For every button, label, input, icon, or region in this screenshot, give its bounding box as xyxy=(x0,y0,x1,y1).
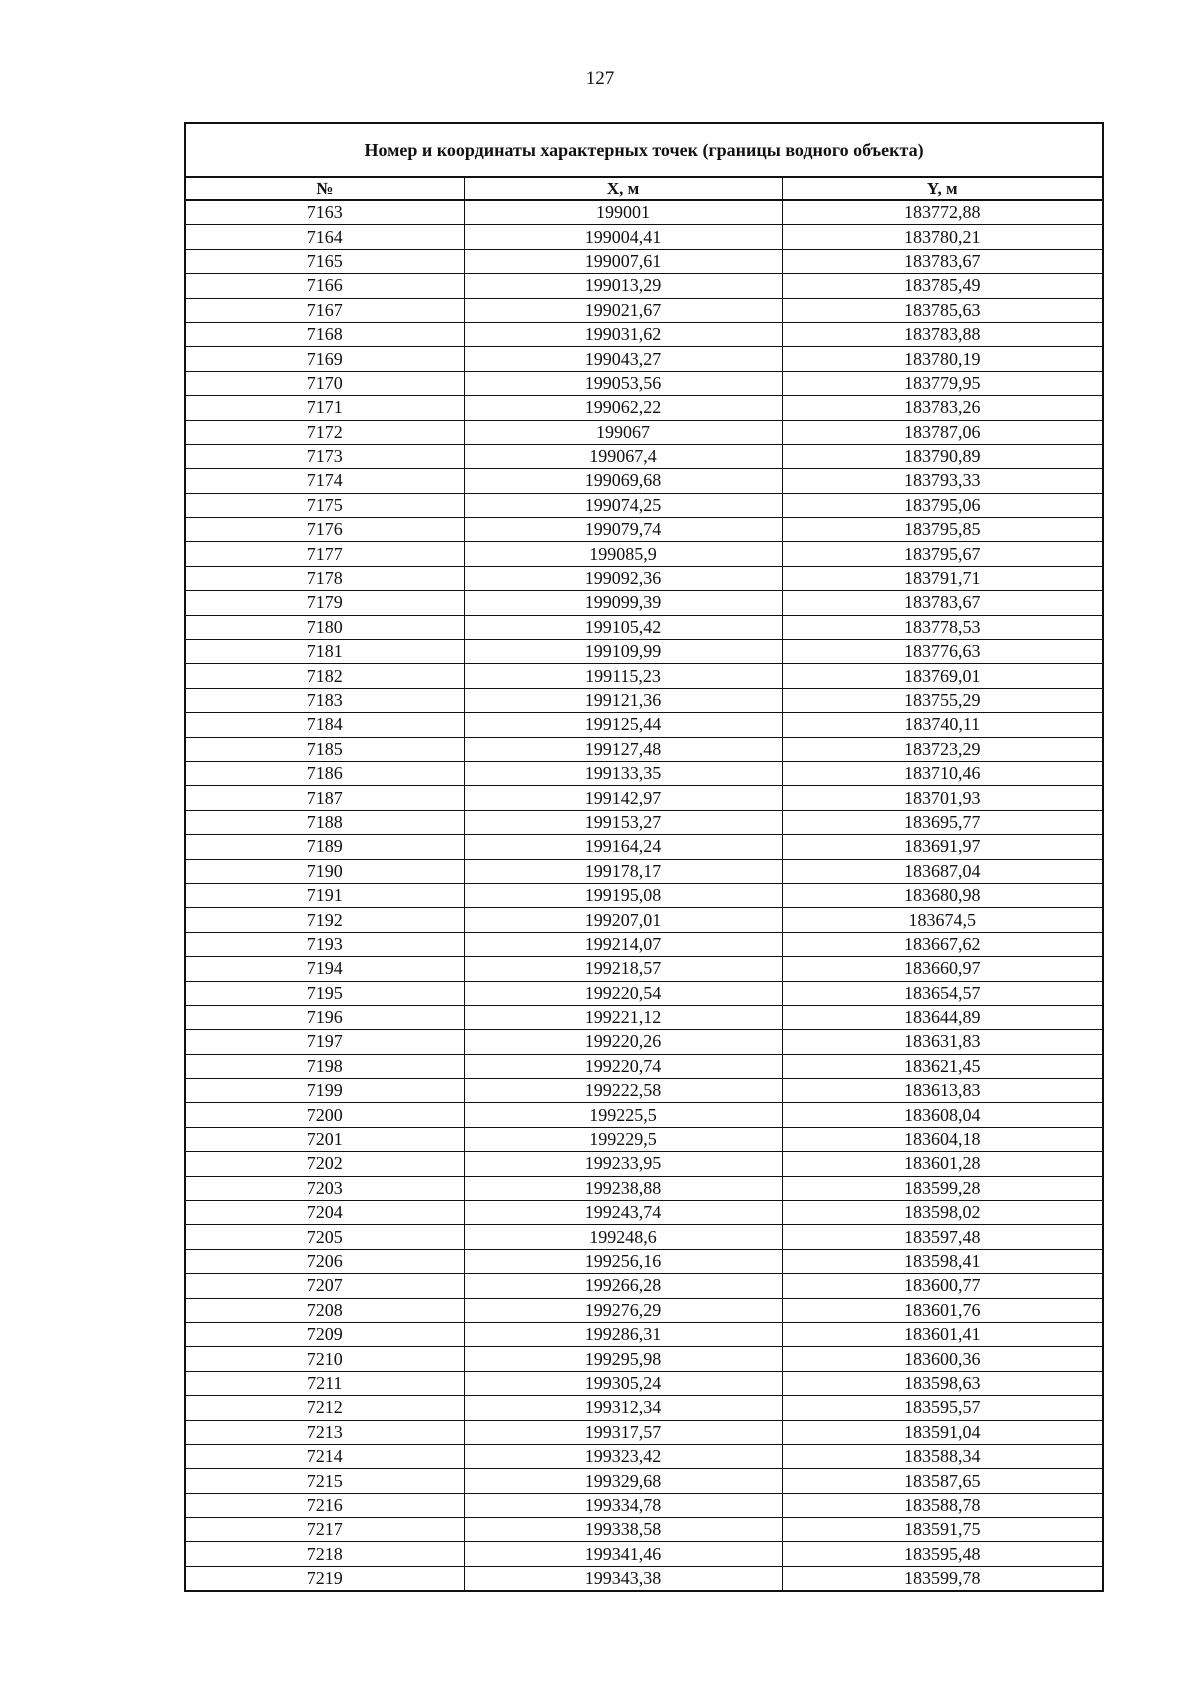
table-row xyxy=(186,664,1102,688)
point-number-cell: 7181 xyxy=(186,640,464,664)
table-row xyxy=(186,298,1102,322)
point-number-cell: 7215 xyxy=(186,1469,464,1493)
y-coordinate-cell: 183795,85 xyxy=(782,518,1102,542)
x-coordinate-cell: 199092,36 xyxy=(464,566,782,590)
y-coordinate-cell: 183780,19 xyxy=(782,347,1102,371)
y-coordinate-cell: 183769,01 xyxy=(782,664,1102,688)
table-row xyxy=(186,640,1102,664)
table-row xyxy=(186,1444,1102,1468)
x-coordinate-cell: 199069,68 xyxy=(464,469,782,493)
y-coordinate-cell: 183795,06 xyxy=(782,493,1102,517)
x-coordinate-cell: 199067,4 xyxy=(464,444,782,468)
point-number-cell: 7218 xyxy=(186,1542,464,1566)
table-row xyxy=(186,761,1102,785)
point-number-cell: 7173 xyxy=(186,444,464,468)
y-coordinate-cell: 183772,88 xyxy=(782,200,1102,225)
y-coordinate-cell: 183785,63 xyxy=(782,298,1102,322)
point-number-cell: 7167 xyxy=(186,298,464,322)
y-coordinate-cell: 183778,53 xyxy=(782,615,1102,639)
coordinates-grid xyxy=(186,178,1102,1590)
x-coordinate-cell: 199243,74 xyxy=(464,1201,782,1225)
point-number-cell: 7211 xyxy=(186,1371,464,1395)
table-row xyxy=(186,542,1102,566)
table-row xyxy=(186,932,1102,956)
table-row xyxy=(186,1054,1102,1078)
y-coordinate-cell: 183597,48 xyxy=(782,1225,1102,1249)
table-row xyxy=(186,1201,1102,1225)
table-row xyxy=(186,1127,1102,1151)
x-coordinate-cell: 199233,95 xyxy=(464,1152,782,1176)
table-row xyxy=(186,981,1102,1005)
x-coordinate-cell: 199127,48 xyxy=(464,737,782,761)
point-number-cell: 7187 xyxy=(186,786,464,810)
y-coordinate-cell: 183591,75 xyxy=(782,1518,1102,1542)
y-coordinate-cell: 183793,33 xyxy=(782,469,1102,493)
point-number-cell: 7188 xyxy=(186,810,464,834)
x-coordinate-cell: 199142,97 xyxy=(464,786,782,810)
table-row xyxy=(186,274,1102,298)
y-coordinate-cell: 183601,41 xyxy=(782,1322,1102,1346)
point-number-cell: 7194 xyxy=(186,957,464,981)
y-coordinate-cell: 183674,5 xyxy=(782,908,1102,932)
table-row xyxy=(186,1152,1102,1176)
point-number-cell: 7184 xyxy=(186,713,464,737)
point-number-cell: 7193 xyxy=(186,932,464,956)
point-number-cell: 7191 xyxy=(186,883,464,907)
y-coordinate-cell: 183710,46 xyxy=(782,761,1102,785)
x-coordinate-cell: 199121,36 xyxy=(464,688,782,712)
y-coordinate-cell: 183695,77 xyxy=(782,810,1102,834)
point-number-cell: 7165 xyxy=(186,249,464,273)
y-coordinate-cell: 183783,67 xyxy=(782,249,1102,273)
x-coordinate-cell: 199099,39 xyxy=(464,591,782,615)
x-coordinate-cell: 199105,42 xyxy=(464,615,782,639)
x-coordinate-cell: 199221,12 xyxy=(464,1005,782,1029)
y-coordinate-cell: 183667,62 xyxy=(782,932,1102,956)
y-coordinate-cell: 183755,29 xyxy=(782,688,1102,712)
y-coordinate-cell: 183783,88 xyxy=(782,322,1102,346)
x-coordinate-cell: 199341,46 xyxy=(464,1542,782,1566)
point-number-cell: 7189 xyxy=(186,835,464,859)
point-number-cell: 7197 xyxy=(186,1030,464,1054)
table-row xyxy=(186,883,1102,907)
y-coordinate-cell: 183587,65 xyxy=(782,1469,1102,1493)
table-row xyxy=(186,737,1102,761)
point-number-cell: 7207 xyxy=(186,1274,464,1298)
x-coordinate-cell: 199329,68 xyxy=(464,1469,782,1493)
x-coordinate-cell: 199007,61 xyxy=(464,249,782,273)
point-number-cell: 7192 xyxy=(186,908,464,932)
x-coordinate-cell: 199013,29 xyxy=(464,274,782,298)
y-coordinate-cell: 183600,36 xyxy=(782,1347,1102,1371)
point-number-cell: 7177 xyxy=(186,542,464,566)
page-number: 127 xyxy=(585,68,615,89)
x-coordinate-cell: 199021,67 xyxy=(464,298,782,322)
x-coordinate-cell: 199220,74 xyxy=(464,1054,782,1078)
table-row xyxy=(186,1030,1102,1054)
x-coordinate-cell: 199085,9 xyxy=(464,542,782,566)
point-number-cell: 7180 xyxy=(186,615,464,639)
point-number-cell: 7175 xyxy=(186,493,464,517)
table-row xyxy=(186,688,1102,712)
y-coordinate-cell: 183701,93 xyxy=(782,786,1102,810)
point-number-cell: 7163 xyxy=(186,200,464,225)
point-number-cell: 7212 xyxy=(186,1396,464,1420)
x-coordinate-cell: 199178,17 xyxy=(464,859,782,883)
y-coordinate-cell: 183608,04 xyxy=(782,1103,1102,1127)
table-row xyxy=(186,1225,1102,1249)
point-number-cell: 7209 xyxy=(186,1322,464,1346)
x-coordinate-cell: 199218,57 xyxy=(464,957,782,981)
y-coordinate-cell: 183599,28 xyxy=(782,1176,1102,1200)
table-row xyxy=(186,347,1102,371)
table-row xyxy=(186,786,1102,810)
y-coordinate-cell: 183680,98 xyxy=(782,883,1102,907)
y-coordinate-cell: 183588,34 xyxy=(782,1444,1102,1468)
y-coordinate-cell: 183780,21 xyxy=(782,225,1102,249)
header-y: Y, м xyxy=(782,178,1102,200)
table-row xyxy=(186,1298,1102,1322)
x-coordinate-cell: 199286,31 xyxy=(464,1322,782,1346)
point-number-cell: 7205 xyxy=(186,1225,464,1249)
table-row xyxy=(186,396,1102,420)
y-coordinate-cell: 183598,41 xyxy=(782,1249,1102,1273)
table-row xyxy=(186,810,1102,834)
table-row xyxy=(186,1371,1102,1395)
header-x: X, м xyxy=(464,178,782,200)
point-number-cell: 7190 xyxy=(186,859,464,883)
point-number-cell: 7213 xyxy=(186,1420,464,1444)
table-row xyxy=(186,249,1102,273)
table-row xyxy=(186,1469,1102,1493)
x-coordinate-cell: 199305,24 xyxy=(464,1371,782,1395)
y-coordinate-cell: 183787,06 xyxy=(782,420,1102,444)
point-number-cell: 7166 xyxy=(186,274,464,298)
x-coordinate-cell: 199031,62 xyxy=(464,322,782,346)
point-number-cell: 7202 xyxy=(186,1152,464,1176)
table-row xyxy=(186,1176,1102,1200)
point-number-cell: 7178 xyxy=(186,566,464,590)
x-coordinate-cell: 199125,44 xyxy=(464,713,782,737)
table-row xyxy=(186,1396,1102,1420)
table-row xyxy=(186,615,1102,639)
y-coordinate-cell: 183598,63 xyxy=(782,1371,1102,1395)
table-row xyxy=(186,1249,1102,1273)
table-row xyxy=(186,1079,1102,1103)
point-number-cell: 7174 xyxy=(186,469,464,493)
point-number-cell: 7201 xyxy=(186,1127,464,1151)
y-coordinate-cell: 183604,18 xyxy=(782,1127,1102,1151)
y-coordinate-cell: 183601,28 xyxy=(782,1152,1102,1176)
table-row xyxy=(186,1322,1102,1346)
point-number-cell: 7198 xyxy=(186,1054,464,1078)
table-title: Номер и координаты характерных точек (границы водного объекта) xyxy=(186,124,1102,178)
table-row xyxy=(186,225,1102,249)
table-row xyxy=(186,1005,1102,1029)
x-coordinate-cell: 199225,5 xyxy=(464,1103,782,1127)
point-number-cell: 7203 xyxy=(186,1176,464,1200)
x-coordinate-cell: 199053,56 xyxy=(464,371,782,395)
point-number-cell: 7219 xyxy=(186,1566,464,1590)
header-number: № xyxy=(186,178,464,200)
x-coordinate-cell: 199214,07 xyxy=(464,932,782,956)
y-coordinate-cell: 183599,78 xyxy=(782,1566,1102,1590)
y-coordinate-cell: 183687,04 xyxy=(782,859,1102,883)
table-row xyxy=(186,518,1102,542)
x-coordinate-cell: 199043,27 xyxy=(464,347,782,371)
x-coordinate-cell: 199312,34 xyxy=(464,1396,782,1420)
x-coordinate-cell: 199323,42 xyxy=(464,1444,782,1468)
x-coordinate-cell: 199276,29 xyxy=(464,1298,782,1322)
table-row xyxy=(186,493,1102,517)
point-number-cell: 7199 xyxy=(186,1079,464,1103)
table-row xyxy=(186,1274,1102,1298)
x-coordinate-cell: 199067 xyxy=(464,420,782,444)
x-coordinate-cell: 199195,08 xyxy=(464,883,782,907)
header-row xyxy=(186,178,1102,200)
x-coordinate-cell: 199220,54 xyxy=(464,981,782,1005)
table-row xyxy=(186,1542,1102,1566)
table-row xyxy=(186,420,1102,444)
y-coordinate-cell: 183783,26 xyxy=(782,396,1102,420)
x-coordinate-cell: 199343,38 xyxy=(464,1566,782,1590)
table-row xyxy=(186,1493,1102,1517)
table-row xyxy=(186,371,1102,395)
x-coordinate-cell: 199062,22 xyxy=(464,396,782,420)
y-coordinate-cell: 183595,48 xyxy=(782,1542,1102,1566)
point-number-cell: 7183 xyxy=(186,688,464,712)
x-coordinate-cell: 199248,6 xyxy=(464,1225,782,1249)
x-coordinate-cell: 199115,23 xyxy=(464,664,782,688)
y-coordinate-cell: 183654,57 xyxy=(782,981,1102,1005)
y-coordinate-cell: 183598,02 xyxy=(782,1201,1102,1225)
y-coordinate-cell: 183783,67 xyxy=(782,591,1102,615)
point-number-cell: 7206 xyxy=(186,1249,464,1273)
y-coordinate-cell: 183776,63 xyxy=(782,640,1102,664)
x-coordinate-cell: 199334,78 xyxy=(464,1493,782,1517)
point-number-cell: 7168 xyxy=(186,322,464,346)
x-coordinate-cell: 199317,57 xyxy=(464,1420,782,1444)
y-coordinate-cell: 183785,49 xyxy=(782,274,1102,298)
x-coordinate-cell: 199133,35 xyxy=(464,761,782,785)
point-number-cell: 7169 xyxy=(186,347,464,371)
y-coordinate-cell: 183595,57 xyxy=(782,1396,1102,1420)
x-coordinate-cell: 199001 xyxy=(464,200,782,225)
x-coordinate-cell: 199238,88 xyxy=(464,1176,782,1200)
x-coordinate-cell: 199229,5 xyxy=(464,1127,782,1151)
point-number-cell: 7176 xyxy=(186,518,464,542)
point-number-cell: 7195 xyxy=(186,981,464,1005)
y-coordinate-cell: 183740,11 xyxy=(782,713,1102,737)
x-coordinate-cell: 199295,98 xyxy=(464,1347,782,1371)
x-coordinate-cell: 199164,24 xyxy=(464,835,782,859)
x-coordinate-cell: 199220,26 xyxy=(464,1030,782,1054)
point-number-cell: 7214 xyxy=(186,1444,464,1468)
y-coordinate-cell: 183601,76 xyxy=(782,1298,1102,1322)
table-row xyxy=(186,591,1102,615)
table-row xyxy=(186,566,1102,590)
point-number-cell: 7182 xyxy=(186,664,464,688)
x-coordinate-cell: 199222,58 xyxy=(464,1079,782,1103)
y-coordinate-cell: 183613,83 xyxy=(782,1079,1102,1103)
y-coordinate-cell: 183600,77 xyxy=(782,1274,1102,1298)
point-number-cell: 7210 xyxy=(186,1347,464,1371)
x-coordinate-cell: 199207,01 xyxy=(464,908,782,932)
y-coordinate-cell: 183779,95 xyxy=(782,371,1102,395)
coordinates-table xyxy=(184,122,1104,1592)
x-coordinate-cell: 199109,99 xyxy=(464,640,782,664)
y-coordinate-cell: 183795,67 xyxy=(782,542,1102,566)
table-row xyxy=(186,1518,1102,1542)
table-row xyxy=(186,713,1102,737)
x-coordinate-cell: 199266,28 xyxy=(464,1274,782,1298)
table-row xyxy=(186,1420,1102,1444)
y-coordinate-cell: 183621,45 xyxy=(782,1054,1102,1078)
table-row xyxy=(186,1347,1102,1371)
table-row xyxy=(186,444,1102,468)
point-number-cell: 7185 xyxy=(186,737,464,761)
point-number-cell: 7217 xyxy=(186,1518,464,1542)
x-coordinate-cell: 199074,25 xyxy=(464,493,782,517)
x-coordinate-cell: 199004,41 xyxy=(464,225,782,249)
table-row xyxy=(186,908,1102,932)
point-number-cell: 7186 xyxy=(186,761,464,785)
y-coordinate-cell: 183644,89 xyxy=(782,1005,1102,1029)
point-number-cell: 7200 xyxy=(186,1103,464,1127)
table-row xyxy=(186,1566,1102,1590)
table-row xyxy=(186,322,1102,346)
x-coordinate-cell: 199338,58 xyxy=(464,1518,782,1542)
y-coordinate-cell: 183691,97 xyxy=(782,835,1102,859)
point-number-cell: 7216 xyxy=(186,1493,464,1517)
x-coordinate-cell: 199153,27 xyxy=(464,810,782,834)
point-number-cell: 7204 xyxy=(186,1201,464,1225)
table-row xyxy=(186,835,1102,859)
point-number-cell: 7164 xyxy=(186,225,464,249)
table-row xyxy=(186,1103,1102,1127)
y-coordinate-cell: 183723,29 xyxy=(782,737,1102,761)
table-row xyxy=(186,859,1102,883)
point-number-cell: 7179 xyxy=(186,591,464,615)
y-coordinate-cell: 183588,78 xyxy=(782,1493,1102,1517)
y-coordinate-cell: 183660,97 xyxy=(782,957,1102,981)
point-number-cell: 7171 xyxy=(186,396,464,420)
x-coordinate-cell: 199079,74 xyxy=(464,518,782,542)
point-number-cell: 7170 xyxy=(186,371,464,395)
table-row xyxy=(186,957,1102,981)
y-coordinate-cell: 183790,89 xyxy=(782,444,1102,468)
x-coordinate-cell: 199256,16 xyxy=(464,1249,782,1273)
point-number-cell: 7208 xyxy=(186,1298,464,1322)
table-row xyxy=(186,469,1102,493)
y-coordinate-cell: 183791,71 xyxy=(782,566,1102,590)
point-number-cell: 7196 xyxy=(186,1005,464,1029)
point-number-cell: 7172 xyxy=(186,420,464,444)
table-row xyxy=(186,200,1102,225)
y-coordinate-cell: 183591,04 xyxy=(782,1420,1102,1444)
table-body xyxy=(186,200,1102,1590)
y-coordinate-cell: 183631,83 xyxy=(782,1030,1102,1054)
